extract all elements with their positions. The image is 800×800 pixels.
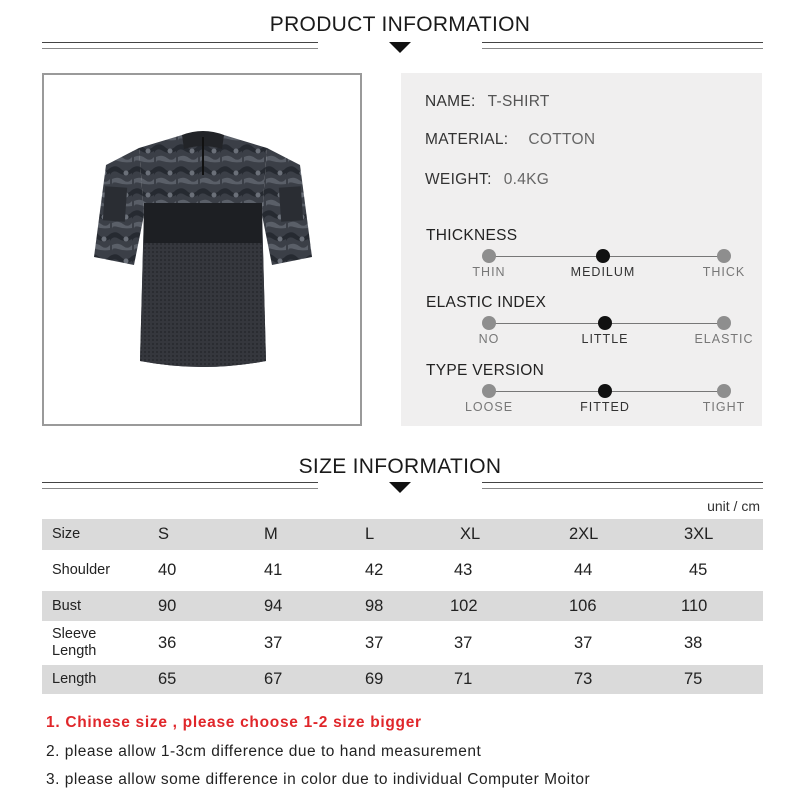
table-cell: 37: [264, 633, 283, 652]
spec-panel: [401, 73, 762, 426]
spec-weight-value: 0.4KG: [503, 171, 550, 188]
header-size-2xl: 2XL: [569, 525, 599, 543]
header-size-l: L: [365, 525, 375, 543]
thickness-dot-thin: [482, 249, 496, 263]
size-information-title: SIZE INFORMATION: [298, 455, 502, 478]
row-label-shoulder: Shoulder: [52, 562, 111, 578]
title-rule-left-bottom: [42, 48, 318, 49]
note-size-advice: 1. Chinese size , please choose 1-2 size bigger: [46, 714, 422, 731]
size-rule-left-bottom: [42, 488, 318, 489]
thickness-option-thin: THIN: [472, 265, 506, 279]
table-cell: 69: [365, 670, 384, 688]
header-size-xl: XL: [460, 525, 481, 543]
thickness-option-medium: MEDILUM: [570, 265, 636, 279]
table-cell: 37: [574, 633, 593, 652]
elastic-dot-elastic: [717, 316, 731, 330]
table-cell: 42: [365, 561, 384, 579]
down-arrow-icon: [389, 42, 411, 53]
elastic-option-little: LITTLE: [581, 332, 629, 346]
note-color: 3. please allow some difference in color due to individual Computer Moitor: [46, 771, 591, 788]
tshirt-icon: [44, 75, 360, 424]
type-option-loose: LOOSE: [464, 400, 514, 414]
spec-material-label: MATERIAL:: [425, 131, 509, 148]
size-table: [42, 519, 763, 694]
type-dot-tight: [717, 384, 731, 398]
spec-name-label: NAME:: [425, 93, 476, 110]
type-option-fitted: FITTED: [580, 400, 630, 414]
table-cell: 37: [454, 633, 473, 652]
size-rule-left-top: [42, 482, 318, 483]
table-cell: 40: [158, 561, 177, 579]
table-cell: 75: [684, 670, 703, 688]
spec-weight-label: WEIGHT:: [425, 171, 492, 188]
product-photo: [42, 73, 362, 426]
table-cell: 110: [681, 596, 708, 615]
table-cell: 106: [569, 596, 597, 615]
note-measurement: 2. please allow 1-3cm difference due to hand measurement: [46, 743, 482, 760]
type-option-tight: TIGHT: [702, 400, 746, 414]
size-rule-right-bottom: [482, 488, 763, 489]
table-cell: 67: [264, 670, 283, 688]
unit-label: unit / cm: [707, 498, 760, 514]
thickness-option-thick: THICK: [702, 265, 746, 279]
header-size-s: S: [158, 525, 170, 543]
table-cell: 71: [454, 670, 473, 688]
row-label-sleeve-line1: Sleeve: [52, 626, 97, 642]
header-size-label: Size: [52, 526, 81, 542]
row-label-bust: Bust: [52, 597, 82, 614]
down-arrow-icon: [389, 482, 411, 493]
thickness-title: THICKNESS: [426, 227, 518, 244]
table-cell: 98: [365, 596, 384, 615]
table-header-row: [42, 519, 763, 550]
table-cell: 45: [689, 561, 708, 579]
table-cell: 36: [158, 633, 177, 652]
table-row-bust: [42, 591, 763, 621]
title-rule-right-top: [482, 42, 763, 43]
thickness-dot-medium: [596, 249, 610, 263]
elastic-dot-no: [482, 316, 496, 330]
table-row-length: [42, 665, 763, 694]
table-cell: 37: [365, 633, 384, 652]
elastic-dot-little: [598, 316, 612, 330]
table-row-shoulder: [42, 550, 763, 591]
table-cell: 43: [454, 561, 473, 579]
table-row-sleeve-length: [42, 621, 763, 665]
type-dot-fitted: [598, 384, 612, 398]
header-size-3xl: 3XL: [684, 525, 714, 543]
spec-material-value: COTTON: [528, 131, 596, 148]
title-rule-right-bottom: [482, 48, 763, 49]
type-version-title: TYPE VERSION: [426, 362, 545, 379]
type-dot-loose: [482, 384, 496, 398]
table-cell: 65: [158, 670, 177, 688]
row-label-sleeve-line2: Length: [52, 643, 97, 659]
spec-material: [425, 131, 595, 149]
table-cell: 90: [158, 596, 177, 615]
elastic-option-no: NO: [478, 332, 500, 346]
table-cell: 94: [264, 596, 283, 615]
spec-weight: [425, 171, 549, 189]
thickness-dot-thick: [717, 249, 731, 263]
table-cell: 38: [684, 633, 703, 652]
table-cell: 44: [574, 561, 593, 579]
elastic-index-title: ELASTIC INDEX: [426, 294, 547, 311]
row-label-length: Length: [52, 671, 97, 687]
table-cell: 102: [450, 596, 478, 615]
table-cell: 73: [574, 670, 593, 688]
spec-name: [425, 93, 550, 111]
table-cell: 41: [264, 561, 283, 579]
title-rule-left-top: [42, 42, 318, 43]
size-rule-right-top: [482, 482, 763, 483]
elastic-option-elastic: ELASTIC: [694, 332, 754, 346]
spec-name-value: T-SHIRT: [487, 93, 550, 110]
row-label-sleeve-length: [52, 621, 96, 665]
header-size-m: M: [264, 525, 278, 543]
product-information-title: PRODUCT INFORMATION: [269, 13, 531, 36]
